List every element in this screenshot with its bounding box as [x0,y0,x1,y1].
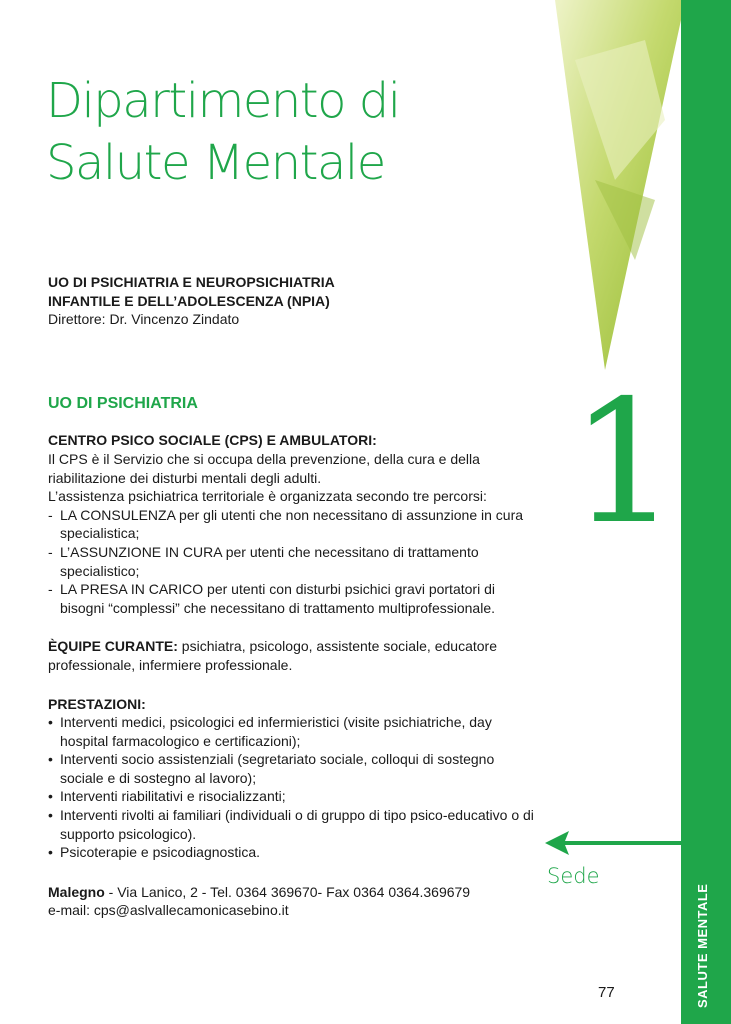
prestazione-item: • Psicoterapie e psicodiagnostica. [48,843,540,862]
unit-line-2: INFANTILE E DELL’ADOLESCENZA (NPIA) [48,292,330,309]
cps-organization: L’assistenza psichiatrica territoriale è organizzata secondo tre percorsi: [48,488,487,505]
path-item: - LA PRESA IN CARICO per utenti con disturbi psichici gravi portatori di bisogni “complessi” che necessitano di trattamento multiprofessionale. [48,580,540,617]
address-city: Malegno [48,883,105,900]
equipe-paragraph [48,637,540,674]
decorative-wedge [555,0,681,370]
prestazione-item: • Interventi riabilitativi e risocializzanti; [48,787,540,806]
path-item: - L’ASSUNZIONE IN CURA per utenti che necessitano di trattamento specialistico; [48,543,540,580]
content-body [48,273,540,920]
chapter-number: 1 [570,364,679,562]
prestazioni-heading: PRESTAZIONI: [48,695,146,712]
email: e-mail: cps@aslvallecamonicasebino.it [48,902,289,919]
prestazione-item: • Interventi socio assistenziali (segretariato sociale, colloqui di sostegno sociale e di sostegno al lavoro); [48,750,540,787]
address [48,883,540,902]
side-label: SALUTE MENTALE [695,883,710,1008]
title-line-2: Salute Mentale [46,135,385,191]
prestazione-item: • Interventi medici, psicologici ed infermieristici (visite psichiatriche, day hospital farmacologico e certificazioni); [48,713,540,750]
side-band [681,0,731,1024]
unit-director: Direttore: Dr. Vincenzo Zindato [48,311,240,328]
prestazione-item: • Interventi rivolti ai familiari (individuali o di gruppo di tipo psico-educativo o di supporto psicologico). [48,806,540,843]
path-item: - LA CONSULENZA per gli utenti che non necessitano di assunzione in cura specialistica; [48,506,540,543]
cps-heading: CENTRO PSICO SOCIALE (CPS) E AMBULATORI: [48,432,377,449]
sede-label: Sede [547,864,600,888]
arrow-left-icon [545,828,681,858]
cps-intro: Il CPS è il Servizio che si occupa della prevenzione, della cura e della riabilitazione dei disturbi mentali degli adulti. [48,450,480,486]
page-number: 77 [598,984,615,1001]
equipe-label: ÈQUIPE CURANTE: [48,638,178,655]
unit-line-1: UO DI PSICHIATRIA E NEUROPSICHIATRIA [48,274,335,290]
address-text: - Via Lanico, 2 - Tel. 0364 369670- Fax 0364 0364.369679 [104,883,471,900]
title-line-1: Dipartimento di [46,73,400,129]
equipe-text: psichiatra, psicologo, assistente sociale, educatore professionale, infermiere professionale. [48,638,497,673]
page-title [46,70,400,194]
section-heading: UO DI PSICHIATRIA [48,394,198,412]
